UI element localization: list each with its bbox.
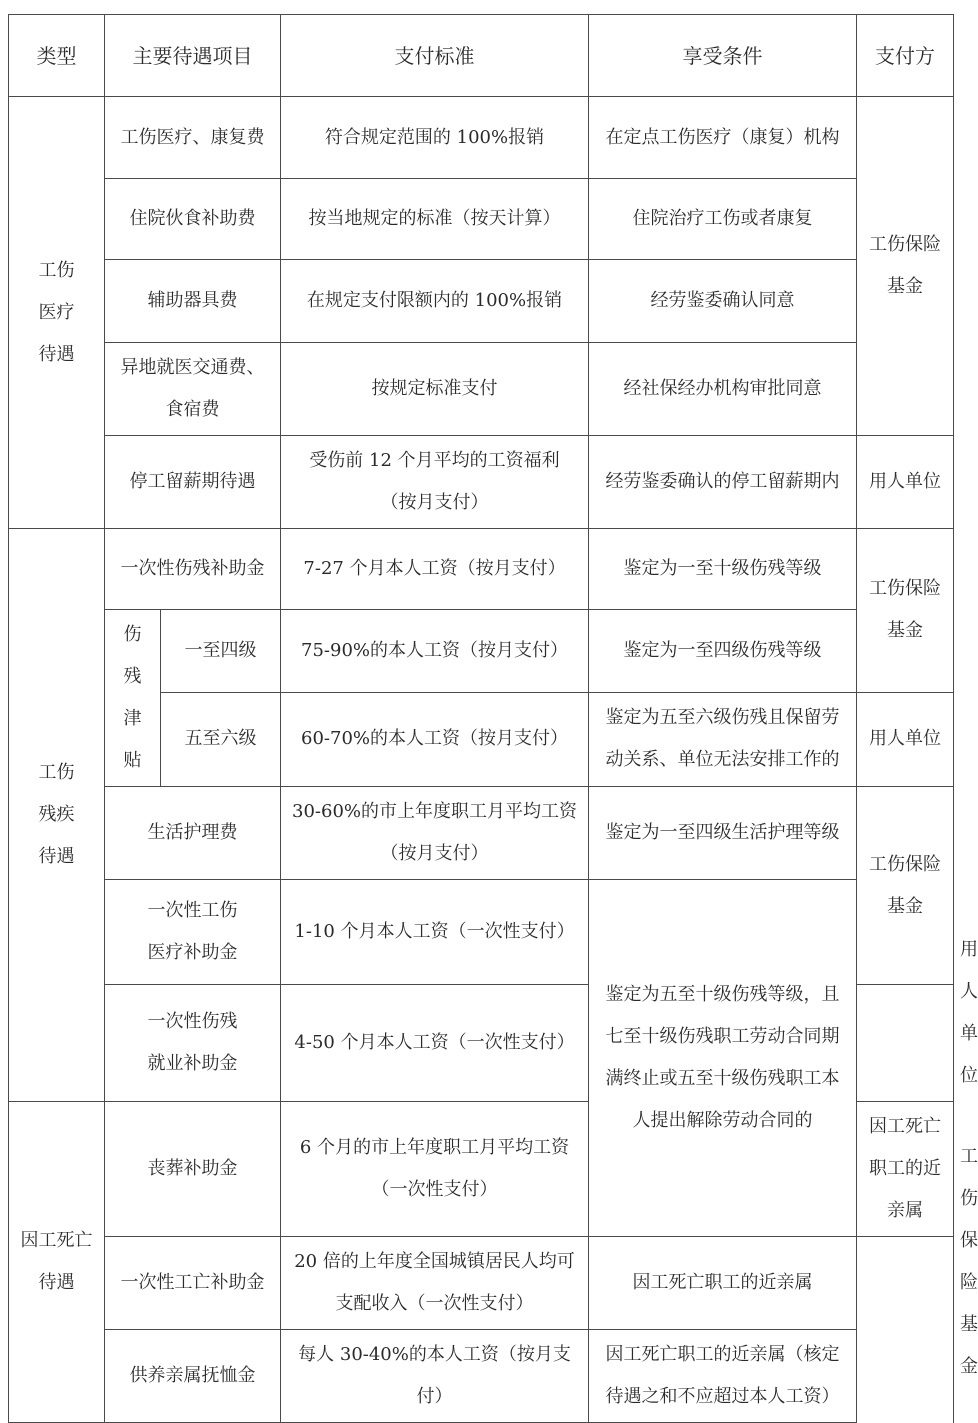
condition-cell: 鉴定为一至四级伤残等级 — [589, 610, 857, 693]
payer-cell: 用人单位 — [857, 436, 954, 529]
header-standard: 支付标准 — [281, 15, 589, 97]
header-item: 主要待遇项目 — [105, 15, 281, 97]
item-cell: 一次性伤残 就业补助金 — [105, 985, 281, 1102]
table-row — [9, 436, 954, 529]
standard-cell: 1-10 个月本人工资（一次性支付） — [281, 880, 589, 985]
header-type: 类型 — [9, 15, 105, 97]
table-row — [9, 880, 954, 925]
condition-cell: 因工死亡职工的近亲属 — [857, 1102, 954, 1237]
condition-cell: 因工死亡职工的近亲属 — [589, 1237, 857, 1330]
item-cell: 生活护理费 — [105, 787, 281, 880]
standard-cell: 按规定标准支付 — [281, 343, 589, 436]
condition-cell: 鉴定为一至四级生活护理等级 — [589, 787, 857, 880]
condition-cell: 经劳鉴委确认同意 — [589, 260, 857, 343]
standard-cell: 符合规定范围的 100%报销 — [281, 97, 589, 179]
header-row — [9, 15, 954, 97]
item-cell: 异地就医交通费、 食宿费 — [105, 343, 281, 436]
type-medical: 工伤 医疗 待遇 — [9, 97, 105, 529]
standard-cell: 按当地规定的标准（按天计算） — [281, 179, 589, 260]
item-cell: 辅助器具费 — [105, 260, 281, 343]
type-death: 因工死亡 待遇 — [9, 1102, 105, 1423]
item-cell: 供养亲属抚恤金 — [105, 1330, 281, 1423]
standard-cell: 受伤前 12 个月平均的工资福利 （按月支付） — [281, 436, 589, 529]
item-cell: 一次性工伤 医疗补助金 — [105, 880, 281, 985]
table-row — [9, 97, 954, 179]
condition-cell: 鉴定为五至六级伤残且保留劳 动关系、单位无法安排工作的 — [589, 692, 857, 786]
item-cell: 一至四级 — [161, 610, 281, 693]
table-row — [9, 1330, 954, 1423]
item-cell: 一次性工亡补助金 — [105, 1237, 281, 1330]
standard-cell: 7-27 个月本人工资（按月支付） — [281, 529, 589, 610]
header-payer: 支付方 — [857, 15, 954, 97]
standard-cell: 在规定支付限额内的 100%报销 — [281, 260, 589, 343]
condition-cell: 经社保经办机构审批同意 — [589, 343, 857, 436]
item-cell: 丧葬补助金 — [105, 1102, 281, 1237]
item-cell: 住院伙食补助费 — [105, 179, 281, 260]
table-row: 因工死亡 待遇 丧葬补助金 6 个月的市上年度职工月平均工资 （一次性支付） 因工死亡职工的近亲属 工伤保险 基金 — [9, 1102, 954, 1237]
condition-cell: 因工死亡职工的近亲属（核定 待遇之和不应超过本人工资） — [589, 1330, 857, 1423]
payer-cell: 工伤保险 基金 — [857, 529, 954, 693]
table-row — [9, 343, 954, 436]
type-disability: 工伤 残疾 待遇 — [9, 529, 105, 1102]
table-row: 用人单位 — [960, 939, 978, 1086]
table-row — [9, 179, 954, 260]
standard-cell: 20 倍的上年度全国城镇居民人均可 支配收入（一次性支付） — [281, 1237, 589, 1330]
standard-cell: 60-70%的本人工资（按月支付） — [281, 692, 589, 786]
standard-cell: 4-50 个月本人工资（一次性支付） — [281, 985, 589, 1102]
table-row — [9, 610, 954, 693]
payer-cell: 工伤保险 基金 — [857, 97, 954, 436]
payer-cell: 工伤保险 基金 — [857, 787, 954, 985]
standard-cell: 30-60%的市上年度职工月平均工资 （按月支付） — [281, 787, 589, 880]
standard-cell: 75-90%的本人工资（按月支付） — [281, 610, 589, 693]
header-condition: 享受条件 — [589, 15, 857, 97]
benefits-sheet — [8, 14, 978, 1423]
standard-cell: 每人 30-40%的本人工资（按月支付） — [281, 1330, 589, 1423]
condition-cell: 住院治疗工伤或者康复 — [589, 179, 857, 260]
condition-cell: 鉴定为一至十级伤残等级 — [589, 529, 857, 610]
standard-cell: 6 个月的市上年度职工月平均工资 （一次性支付） — [281, 1102, 589, 1237]
payer-cell: 用人单位 — [857, 692, 954, 786]
condition-cell: 经劳鉴委确认的停工留薪期内 — [589, 436, 857, 529]
allowance-group: 伤 残 津 贴 — [105, 610, 161, 787]
table-row — [9, 1237, 954, 1330]
condition-cell: 在定点工伤医疗（康复）机构 — [589, 97, 857, 179]
table-row — [9, 529, 954, 610]
table-row — [9, 260, 954, 343]
item-cell: 工伤医疗、康复费 — [105, 97, 281, 179]
item-cell: 五至六级 — [161, 692, 281, 786]
condition-cell: 鉴定为五至十级伤残等级，且 七至十级伤残职工劳动合同期 满终止或五至十级伤残职工本 人提出解除劳动合同的 — [589, 880, 857, 1237]
benefits-table — [8, 14, 978, 1423]
item-cell: 一次性伤残补助金 — [105, 529, 281, 610]
table-row — [9, 787, 954, 880]
item-cell: 停工留薪期待遇 — [105, 436, 281, 529]
